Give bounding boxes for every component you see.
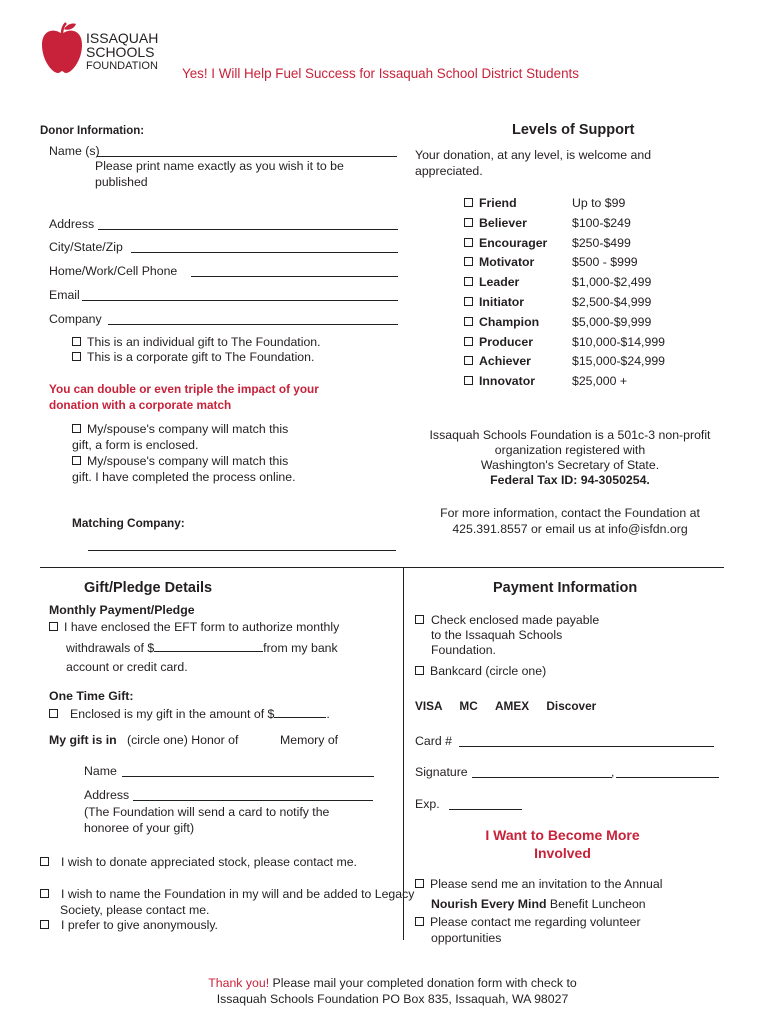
legacy-option[interactable] bbox=[40, 886, 425, 918]
level-name: Champion bbox=[479, 314, 540, 329]
from-bank-label: from my bank bbox=[263, 641, 338, 655]
level-range: $15,000-$24,999 bbox=[572, 354, 665, 369]
exp-label: Exp. bbox=[415, 797, 440, 811]
card-number-label: Card # bbox=[415, 734, 452, 748]
phone-label: Home/Work/Cell Phone bbox=[49, 264, 178, 278]
level-item[interactable] bbox=[464, 374, 714, 394]
thank-you: Thank you! bbox=[208, 976, 270, 990]
involved-heading bbox=[440, 826, 685, 862]
donor-heading: Donor Information: bbox=[40, 125, 145, 137]
level-checkbox[interactable] bbox=[464, 337, 473, 346]
level-name: Innovator bbox=[479, 374, 536, 389]
corporate-gift-checkbox[interactable] bbox=[72, 352, 81, 361]
monthly-heading: Monthly Payment/Pledge bbox=[49, 603, 195, 617]
card-amex[interactable]: AMEX bbox=[495, 699, 530, 713]
tagline: Yes! I Will Help Fuel Success for Issaquah School District Students bbox=[182, 66, 579, 81]
individual-gift-option[interactable] bbox=[72, 335, 321, 349]
level-item[interactable] bbox=[464, 354, 714, 374]
signature-date-field[interactable] bbox=[616, 777, 719, 778]
one-time-amount-field[interactable] bbox=[274, 706, 326, 718]
company-label: Company bbox=[49, 312, 102, 326]
level-name: Leader bbox=[479, 275, 520, 290]
stock-checkbox[interactable] bbox=[40, 857, 49, 866]
level-name: Friend bbox=[479, 196, 517, 210]
anonymous-option[interactable] bbox=[40, 918, 218, 932]
section-divider bbox=[40, 567, 724, 568]
monthly-line-3: account or credit card. bbox=[66, 660, 188, 674]
one-time-period: . bbox=[326, 707, 330, 721]
one-time-label: Enclosed is my gift in the amount of $ bbox=[70, 707, 275, 721]
level-range: $500 - $999 bbox=[572, 255, 638, 270]
nonprofit-line-3: Washington's Secretary of State. bbox=[480, 458, 660, 472]
level-range: $10,000-$14,999 bbox=[572, 334, 665, 349]
logo-line-2: SCHOOLS bbox=[86, 44, 155, 60]
stock-label: I wish to donate appreciated stock, please contact me. bbox=[61, 855, 357, 869]
level-checkbox[interactable] bbox=[464, 356, 473, 365]
monthly-line-1: I have enclosed the EFT form to authorize monthly bbox=[64, 620, 340, 634]
phone-field[interactable] bbox=[191, 276, 398, 277]
name-field[interactable] bbox=[97, 156, 397, 157]
card-mc[interactable]: MC bbox=[459, 699, 478, 713]
card-number-field[interactable] bbox=[459, 746, 714, 747]
level-name: Motivator bbox=[479, 255, 535, 270]
invite-line-2: Benefit Luncheon bbox=[546, 897, 646, 911]
levels-list bbox=[464, 196, 714, 394]
level-range: $5,000-$9,999 bbox=[572, 314, 652, 329]
nonprofit-line-2: organization registered with bbox=[494, 443, 646, 457]
card-discover[interactable]: Discover bbox=[546, 699, 597, 713]
memory-of-option[interactable]: Memory of bbox=[280, 733, 339, 747]
level-name: Achiever bbox=[479, 354, 531, 369]
match-online-checkbox[interactable] bbox=[72, 456, 81, 465]
contact-line-2[interactable]: 425.391.8557 or email us at info@isfdn.org bbox=[452, 522, 688, 536]
my-gift-is-in: My gift is in bbox=[49, 733, 117, 747]
match-heading: You can double or even triple the impact of your donation with a corporate match bbox=[49, 382, 319, 412]
level-item[interactable] bbox=[464, 275, 714, 295]
logo-line-3: FOUNDATION bbox=[86, 60, 158, 72]
level-checkbox[interactable] bbox=[464, 257, 473, 266]
level-range: $1,000-$2,499 bbox=[572, 275, 652, 290]
match-online-option[interactable] bbox=[72, 453, 307, 485]
level-checkbox[interactable] bbox=[464, 277, 473, 286]
address-field[interactable] bbox=[98, 229, 398, 230]
one-time-checkbox[interactable] bbox=[49, 709, 58, 718]
address-label: Address bbox=[49, 217, 95, 231]
signature-comma: , bbox=[611, 765, 615, 779]
check-checkbox[interactable] bbox=[415, 615, 424, 624]
level-name: Encourager bbox=[479, 235, 548, 250]
individual-gift-label: This is an individual gift to The Foundation. bbox=[87, 335, 321, 349]
level-range: $25,000 + bbox=[572, 374, 628, 389]
monthly-line-2 bbox=[66, 640, 338, 655]
level-item[interactable] bbox=[464, 295, 714, 315]
level-item[interactable] bbox=[464, 236, 714, 256]
match-online-label: My/spouse's company will match this gift. I have completed the process online. bbox=[72, 454, 296, 484]
city-field[interactable] bbox=[131, 252, 398, 253]
level-item[interactable] bbox=[464, 315, 714, 335]
legacy-checkbox[interactable] bbox=[40, 889, 49, 898]
card-note: (The Foundation will send a card to notify the honoree of your gift) bbox=[84, 805, 330, 835]
level-checkbox[interactable] bbox=[464, 238, 473, 247]
anonymous-checkbox[interactable] bbox=[40, 920, 49, 929]
name-note: Please print name exactly as you wish it to be published bbox=[95, 159, 344, 189]
signature-field[interactable] bbox=[472, 777, 612, 778]
level-checkbox[interactable] bbox=[464, 198, 473, 207]
honoree-address-field[interactable] bbox=[133, 800, 373, 801]
withdrawals-label: withdrawals of $ bbox=[66, 641, 155, 655]
contact-info bbox=[405, 505, 735, 537]
level-item[interactable] bbox=[464, 255, 714, 275]
name-label: Name (s) bbox=[49, 144, 100, 158]
invite-option[interactable] bbox=[415, 874, 662, 914]
signature-label: Signature bbox=[415, 765, 468, 779]
match-form-option[interactable] bbox=[72, 421, 307, 453]
level-checkbox[interactable] bbox=[464, 317, 473, 326]
level-item[interactable] bbox=[464, 216, 714, 236]
level-checkbox[interactable] bbox=[464, 297, 473, 306]
level-checkbox[interactable] bbox=[464, 218, 473, 227]
bankcard-label: Bankcard (circle one) bbox=[430, 664, 547, 678]
involved-heading-line-2: Involved bbox=[534, 845, 591, 861]
level-item[interactable] bbox=[464, 196, 714, 216]
level-name: Producer bbox=[479, 334, 533, 349]
payment-heading: Payment Information bbox=[493, 580, 638, 596]
involved-heading-line-1: I Want to Become More bbox=[485, 827, 640, 843]
volunteer-option[interactable] bbox=[415, 914, 711, 946]
level-range: Up to $99 bbox=[572, 196, 626, 210]
apple-icon bbox=[40, 20, 84, 76]
check-label: Check enclosed made payable to the Issaquah Schools Foundation. bbox=[431, 613, 600, 657]
anonymous-label: I prefer to give anonymously. bbox=[61, 918, 218, 932]
corporate-gift-label: This is a corporate gift to The Foundation. bbox=[87, 350, 315, 364]
column-divider bbox=[403, 568, 404, 940]
city-label: City/State/Zip bbox=[49, 240, 123, 254]
logo bbox=[40, 20, 165, 80]
volunteer-label: Please contact me regarding volunteer opportunities bbox=[430, 915, 641, 945]
company-field[interactable] bbox=[108, 324, 398, 325]
honoree-name-field[interactable] bbox=[122, 776, 374, 777]
invite-line-1: Please send me an invitation to the Annual bbox=[430, 877, 663, 891]
contact-line-1: For more information, contact the Foundation at bbox=[440, 506, 700, 520]
nonprofit-line-1: Issaquah Schools Foundation is a 501c-3 non-profit bbox=[429, 428, 711, 442]
invite-event-name: Nourish Every Mind bbox=[431, 897, 547, 911]
card-visa[interactable]: VISA bbox=[415, 699, 443, 713]
tax-id: Federal Tax ID: 94-3050254. bbox=[490, 473, 650, 487]
honoree-name-label: Name bbox=[84, 764, 117, 778]
honor-of-option[interactable]: (circle one) Honor of bbox=[127, 733, 239, 747]
levels-intro: Your donation, at any level, is welcome and appreciated. bbox=[415, 148, 652, 178]
matching-company-field[interactable] bbox=[88, 550, 396, 551]
nonprofit-info bbox=[405, 428, 735, 488]
withdrawal-amount-field[interactable] bbox=[154, 640, 263, 652]
invite-checkbox[interactable] bbox=[415, 879, 424, 888]
level-checkbox[interactable] bbox=[464, 376, 473, 385]
level-range: $2,500-$4,999 bbox=[572, 294, 652, 309]
footer-line-1: Please mail your completed donation form with check to bbox=[269, 976, 577, 990]
level-range: $100-$249 bbox=[572, 215, 631, 230]
gift-heading: Gift/Pledge Details bbox=[84, 580, 213, 596]
one-time-heading: One Time Gift: bbox=[49, 689, 134, 703]
stock-option[interactable] bbox=[40, 854, 405, 870]
logo-line-1: ISSAQUAH bbox=[86, 30, 159, 46]
email-field[interactable] bbox=[82, 300, 398, 301]
match-form-checkbox[interactable] bbox=[72, 424, 81, 433]
level-range: $250-$499 bbox=[572, 235, 631, 250]
volunteer-checkbox[interactable] bbox=[415, 917, 424, 926]
matching-company-label: Matching Company: bbox=[72, 516, 185, 530]
match-form-label: My/spouse's company will match this gift, a form is enclosed. bbox=[72, 422, 289, 452]
card-types bbox=[415, 699, 596, 713]
levels-heading: Levels of Support bbox=[512, 122, 635, 138]
corporate-gift-option[interactable] bbox=[72, 350, 314, 364]
level-item[interactable] bbox=[464, 335, 714, 355]
level-name: Initiator bbox=[479, 294, 525, 309]
monthly-option[interactable] bbox=[49, 620, 339, 634]
individual-gift-checkbox[interactable] bbox=[72, 337, 81, 346]
bankcard-option[interactable] bbox=[415, 664, 546, 678]
level-name: Believer bbox=[479, 215, 527, 230]
legacy-label: I wish to name the Foundation in my will and be added to Legacy Society, please contact me. bbox=[60, 887, 415, 917]
one-time-option[interactable] bbox=[49, 706, 330, 721]
exp-field[interactable] bbox=[449, 809, 522, 810]
check-option[interactable] bbox=[415, 613, 611, 658]
email-label: Email bbox=[49, 288, 80, 302]
footer-line-2: Issaquah Schools Foundation PO Box 835, Issaquah, WA 98027 bbox=[216, 992, 569, 1006]
bankcard-checkbox[interactable] bbox=[415, 666, 424, 675]
honoree-address-label: Address bbox=[84, 788, 130, 802]
monthly-checkbox[interactable] bbox=[49, 622, 58, 631]
footer bbox=[0, 975, 770, 1007]
